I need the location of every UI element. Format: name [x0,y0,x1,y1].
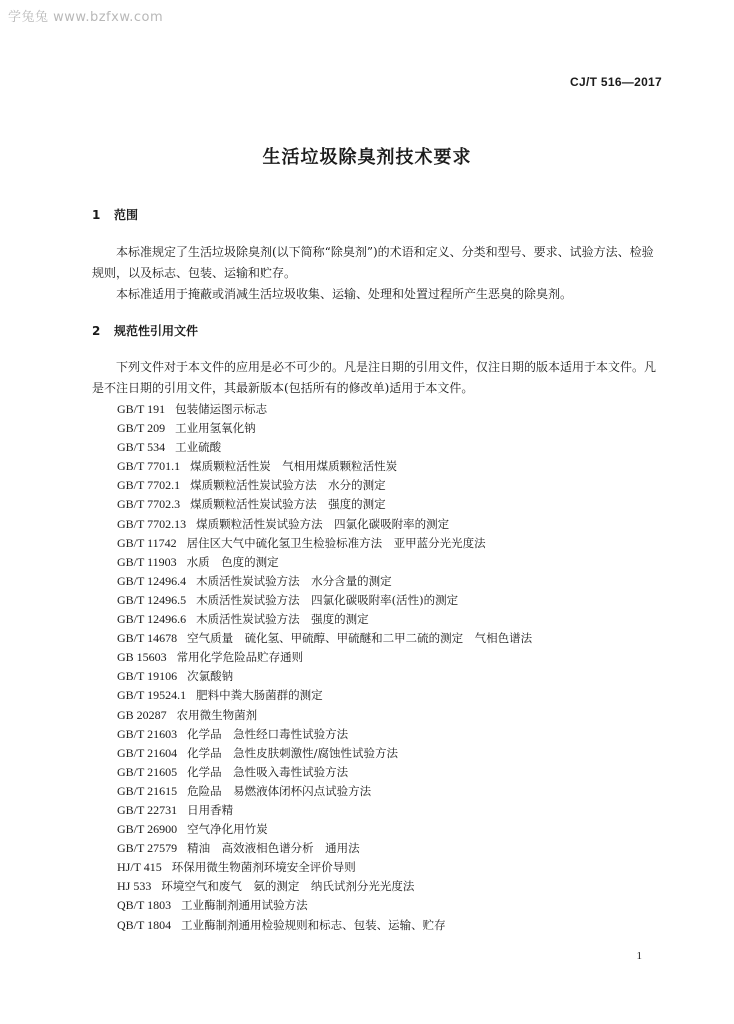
reference-title: 次氯酸钠 [187,669,234,684]
reference-code: GB/T 12496.4 [117,573,187,588]
section-title: 规范性引用文件 [114,324,199,338]
reference-code: GB/T 209 [117,421,166,436]
reference-code: HJ 533 [117,879,152,894]
reference-title: 煤质颗粒活性炭试验方法 水分的测定 [190,478,386,493]
reference-item [117,686,532,705]
reference-title: 常用化学危险品贮存通则 [176,650,304,665]
section-title: 范围 [114,208,139,222]
reference-title: 空气质量 硫化氢、甲硫醇、甲硫醚和二甲二硫的测定 气相色谱法 [187,631,533,646]
reference-title: 化学品 急性吸入毒性试验方法 [187,764,349,779]
reference-code: GB/T 26900 [117,822,178,837]
reference-item [117,629,532,648]
reference-item [117,495,532,514]
reference-item [117,725,532,744]
reference-title: 包装储运图示标志 [175,402,268,416]
reference-code: GB/T 7702.1 [117,478,181,493]
reference-item [117,572,532,591]
scope-paragraph-1: 本标准规定了生活垃圾除臭剂(以下简称“除臭剂”)的术语和定义、分类和型号、要求、试验方法、检验规则，以及标志、包装、运输和贮存。 [92,245,654,280]
reference-title: 化学品 急性皮肤刺激性/腐蚀性试验方法 [187,745,398,760]
reference-code: GB/T 11903 [117,554,177,569]
scope-paragraph-2: 本标准适用于掩蔽或消减生活垃圾收集、运输、处理和处置过程所产生恶臭的除臭剂。 [116,287,573,301]
reference-code: GB/T 7701.1 [117,459,181,474]
reference-item [117,457,532,476]
reference-item [117,744,532,763]
reference-code: GB/T 191 [117,402,166,416]
reference-item [117,419,532,438]
reference-item [117,839,532,858]
reference-item [117,515,532,534]
reference-title: 精油 高效液相色谱分析 通用法 [187,841,360,856]
reference-code: GB/T 11742 [117,535,177,550]
reference-code: GB/T 21605 [117,764,178,779]
reference-code: GB/T 534 [117,440,166,455]
reference-code: GB 20287 [117,707,167,722]
document-title: 生活垃圾除臭剂技术要求 [262,147,472,168]
reference-item [117,877,532,896]
reference-title: 水质 色度的测定 [186,554,279,569]
reference-title: 工业酶制剂通用试验方法 [181,898,308,913]
reference-item [117,534,532,553]
reference-code: GB/T 21615 [117,783,178,798]
reference-code: HJ/T 415 [117,860,162,875]
reference-item [117,400,532,419]
reference-title: 环境空气和废气 氨的测定 纳氏试剂分光光度法 [161,879,415,894]
reference-code: QB/T 1803 [117,898,172,913]
reference-title: 煤质颗粒活性炭试验方法 四氯化碳吸附率的测定 [196,516,450,531]
reference-title: 空气净化用竹炭 [187,822,268,837]
reference-code: QB/T 1804 [117,917,172,932]
page-number: 1 [636,950,642,962]
reference-code: GB/T 19524.1 [117,688,187,703]
reference-title: 工业酶制剂通用检验规则和标志、包装、运输、贮存 [181,917,446,932]
reference-item [117,476,532,495]
reference-title: 化学品 急性经口毒性试验方法 [187,726,349,741]
reference-code: GB/T 12496.5 [117,592,187,607]
reference-code: GB/T 27579 [117,841,178,856]
standard-code: CJ/T 516—2017 [570,75,662,89]
reference-title: 工业硫酸 [175,440,222,455]
reference-title: 危险品 易燃液体闭杯闪点试验方法 [187,783,372,798]
reference-item [117,591,532,610]
reference-item [117,438,532,457]
reference-code: GB/T 12496.6 [117,612,187,627]
reference-code: GB/T 7702.13 [117,516,187,531]
reference-title: 居住区大气中硫化氢卫生检验标准方法 亚甲蓝分光光度法 [186,535,486,550]
section-number: 1 [92,208,101,222]
reference-item [117,801,532,820]
section-heading-normative-references [92,322,198,339]
references-intro-paragraph: 下列文件对于本文件的应用是必不可少的。凡是注日期的引用文件，仅注日期的版本适用于本文件。凡是不注日期的引用文件，其最新版本(包括所有的修改单)适用于本文件。 [92,360,657,395]
reference-item [117,667,532,686]
reference-title: 木质活性炭试验方法 水分含量的测定 [196,573,392,588]
reference-code: GB/T 19106 [117,669,178,684]
reference-title: 环保用微生物菌剂环境安全评价导则 [171,860,356,875]
reference-code: GB/T 22731 [117,802,178,817]
reference-code: GB/T 21604 [117,745,178,760]
reference-item [117,782,532,801]
reference-code: GB/T 21603 [117,726,178,741]
watermark: 学兔兔 www.bzfxw.com [8,10,164,25]
section-number: 2 [92,324,101,338]
reference-title: 煤质颗粒活性炭 气相用煤质颗粒活性炭 [190,459,398,474]
reference-title: 工业用氢氧化钠 [175,421,256,436]
section-heading-scope [92,206,138,223]
reference-item [117,916,532,935]
reference-title: 煤质颗粒活性炭试验方法 强度的测定 [190,497,386,512]
reference-item [117,706,532,725]
reference-list [117,400,532,935]
reference-item [117,763,532,782]
reference-item [117,858,532,877]
reference-item [117,820,532,839]
reference-title: 农用微生物菌剂 [176,707,258,722]
reference-code: GB/T 7702.3 [117,497,181,512]
reference-item [117,553,532,572]
reference-code: GB 15603 [117,650,167,665]
reference-item [117,648,532,667]
reference-title: 日用香精 [187,802,234,817]
reference-code: GB/T 14678 [117,631,178,646]
reference-title: 木质活性炭试验方法 四氯化碳吸附率(活性)的测定 [196,592,459,607]
reference-title: 肥料中粪大肠菌群的测定 [196,688,323,703]
reference-title: 木质活性炭试验方法 强度的测定 [196,612,369,627]
reference-item [117,610,532,629]
reference-item [117,896,532,915]
